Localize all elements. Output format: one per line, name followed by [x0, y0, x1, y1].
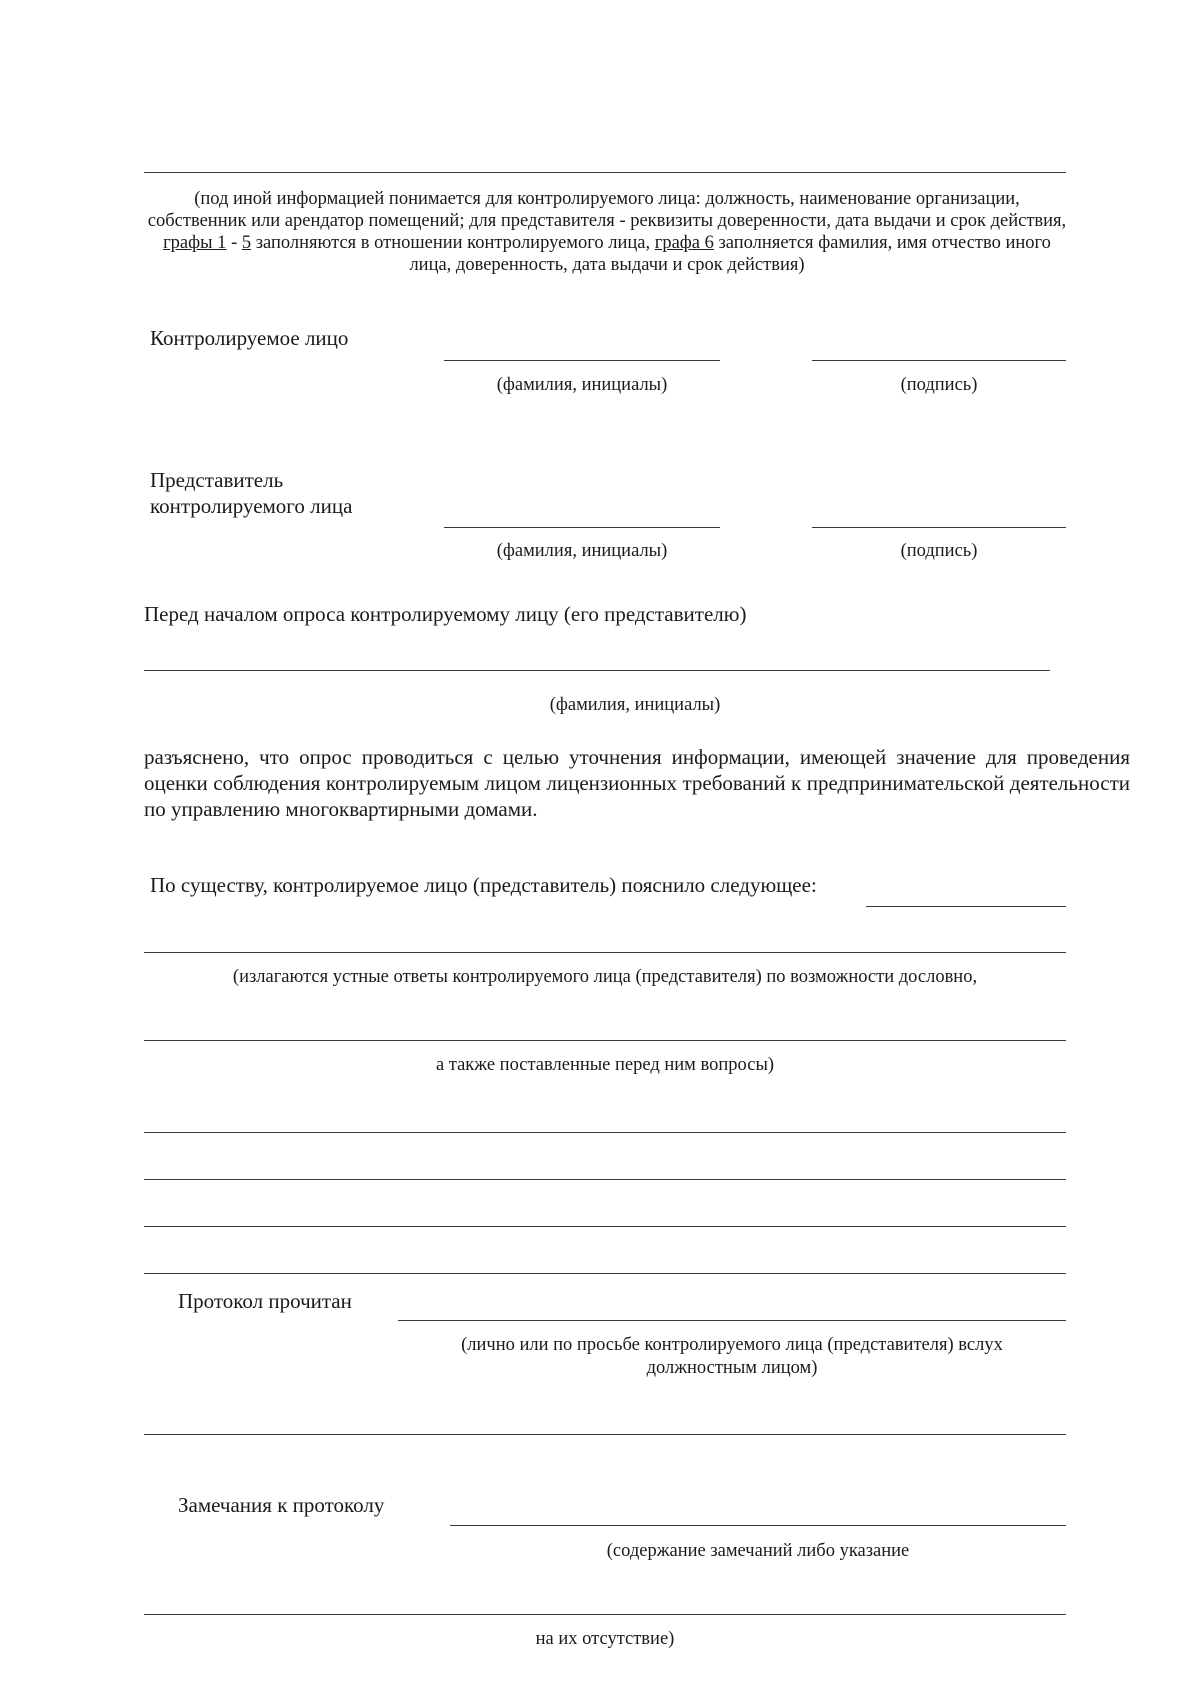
essence-caption-1: (излагаются устные ответы контролируемого лица (представителя) по возможности дословно,: [232, 967, 978, 987]
protocol-read-caption-1: (лично или по просьбе контролируемого лица (представителя) вслух: [461, 1335, 1003, 1355]
essence-text: По существу, контролируемое лицо (представитель) пояснило следующее:: [150, 873, 817, 897]
protocol-read-label: Протокол прочитан: [178, 1289, 352, 1313]
note-dash: -: [226, 233, 242, 253]
representative-signature-field[interactable]: [812, 527, 1066, 528]
essence-field-2[interactable]: [144, 1040, 1066, 1041]
note-link-grafy: графы 1: [163, 233, 227, 253]
note-link-five: 5: [241, 233, 252, 253]
controlled-person-name-field[interactable]: [444, 360, 720, 361]
before-survey-caption: (фамилия, инициалы): [549, 695, 721, 715]
note-text-3: заполняется фамилия, имя отчество иного лица, доверенность, дата выдачи и срок действия): [409, 233, 1051, 275]
explanation-paragraph: разъяснено, что опрос проводиться с целью уточнения информации, имеющей значение для проведения оценки соблюдения контролируемым лицом лицензионных требований к предпринимательской деятельности по управлению многоквартирными домами.: [144, 745, 1130, 821]
note-link-grafa6: графа 6: [654, 233, 714, 253]
note-text-2: заполняются в отношении контролируемого лица,: [251, 233, 655, 253]
remarks-caption-1: (содержание замечаний либо указание: [606, 1541, 910, 1561]
essence-inline-field[interactable]: [866, 906, 1066, 907]
essence-field-4[interactable]: [144, 1179, 1066, 1180]
essence-caption-2: а также поставленные перед ним вопросы): [435, 1055, 775, 1075]
remarks-field-1[interactable]: [450, 1525, 1066, 1526]
top-rule: [144, 172, 1066, 173]
protocol-read-caption-2: должностным лицом): [646, 1358, 818, 1378]
remarks-label: Замечания к протоколу: [178, 1493, 385, 1517]
protocol-read-extra-field[interactable]: [144, 1434, 1066, 1435]
essence-field-3[interactable]: [144, 1132, 1066, 1133]
representative-signature-caption: (подпись): [900, 541, 978, 561]
remarks-field-2[interactable]: [144, 1614, 1066, 1615]
controlled-person-signature-caption: (подпись): [900, 375, 978, 395]
representative-label-line2: контролируемого лица: [150, 494, 353, 518]
before-survey-text: Перед началом опроса контролируемому лицу (его представителю): [144, 602, 747, 626]
essence-field-5[interactable]: [144, 1226, 1066, 1227]
essence-field-1[interactable]: [144, 952, 1066, 953]
before-survey-name-field[interactable]: [144, 670, 1050, 671]
controlled-person-signature-field[interactable]: [812, 360, 1066, 361]
remarks-caption-2: на их отсутствие): [535, 1629, 675, 1649]
protocol-read-field[interactable]: [398, 1320, 1066, 1321]
essence-field-6[interactable]: [144, 1273, 1066, 1274]
controlled-person-label: Контролируемое лицо: [150, 326, 349, 350]
representative-name-field[interactable]: [444, 527, 720, 528]
representative-name-caption: (фамилия, инициалы): [496, 541, 668, 561]
representative-label-line1: Представитель: [150, 468, 284, 492]
note-text-1: (под иной информацией понимается для контролируемого лица: должность, наименование организации, собственник или арендатор помещений; для представителя - реквизиты доверенности, дата выдачи и срок действия,: [147, 189, 1067, 231]
controlled-person-name-caption: (фамилия, инициалы): [496, 375, 668, 395]
instruction-note: [144, 188, 1070, 276]
